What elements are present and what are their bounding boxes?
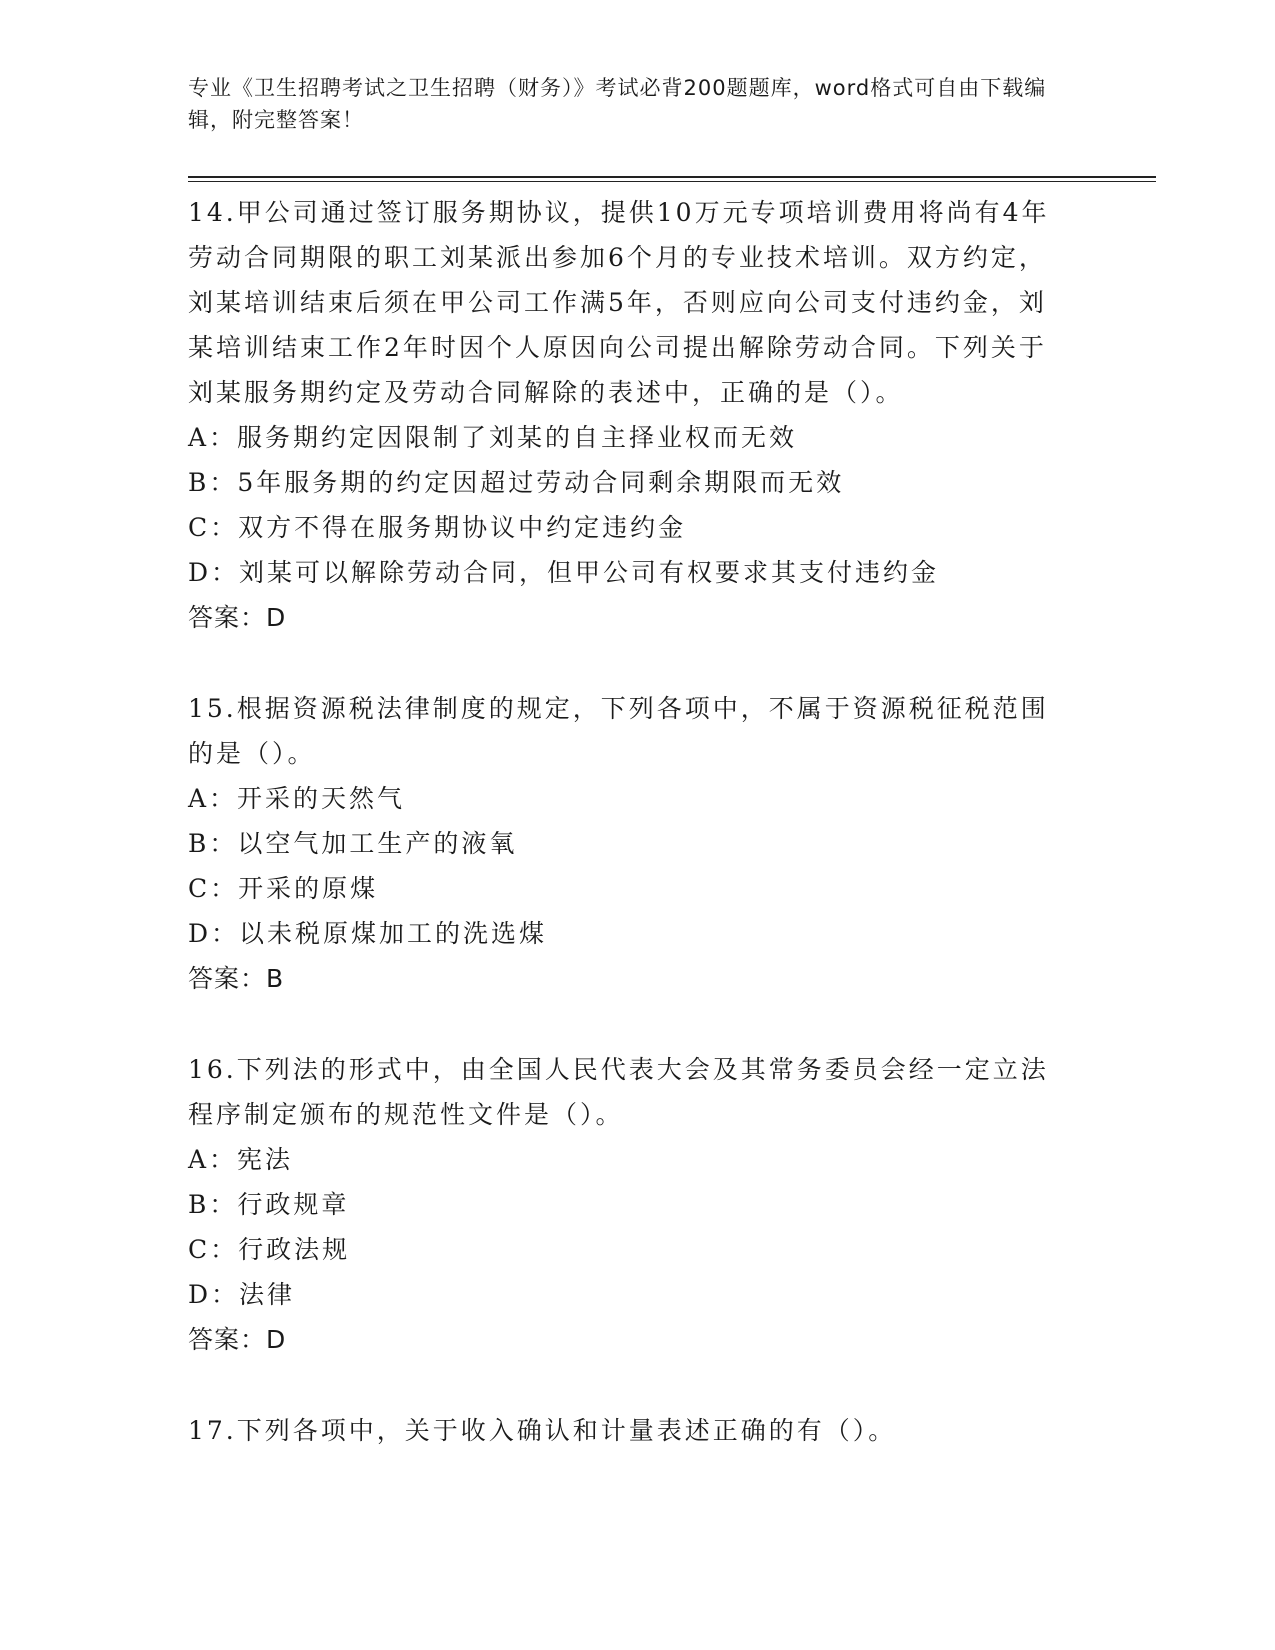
- header-divider-thin: [188, 181, 1156, 182]
- option-d: D：法律: [188, 1280, 296, 1309]
- header-divider-thick: [188, 176, 1156, 178]
- document-header: 专业《卫生招聘考试之卫生招聘（财务）》考试必背200题题库，word格式可自由下载编辑，附完整答案！: [188, 76, 1047, 132]
- question-16: [188, 1047, 1068, 1362]
- answer: 答案：D: [188, 1325, 287, 1354]
- option-b: B：5年服务期的约定因超过劳动合同剩余期限而无效: [188, 468, 845, 497]
- option-d: D：以未税原煤加工的洗选煤: [188, 919, 548, 948]
- question-14: [188, 190, 1068, 640]
- option-c: C：双方不得在服务期协议中约定违约金: [188, 513, 687, 542]
- option-a: A：服务期约定因限制了刘某的自主择业权而无效: [188, 423, 798, 452]
- option-c: C：行政法规: [188, 1235, 351, 1264]
- option-b: B：行政规章: [188, 1190, 350, 1219]
- option-b: B：以空气加工生产的液氧: [188, 829, 518, 858]
- question-stem: 16.下列法的形式中，由全国人民代表大会及其常务委员会经一定立法程序制定颁布的规范性文件是（）。: [188, 1055, 1049, 1129]
- question-17: [188, 1408, 1068, 1453]
- answer: 答案：B: [188, 964, 285, 993]
- question-15: [188, 686, 1068, 1001]
- option-a: A：宪法: [188, 1145, 294, 1174]
- question-stem: 15.根据资源税法律制度的规定，下列各项中，不属于资源税征税范围的是（）。: [188, 694, 1049, 768]
- answer: 答案：D: [188, 603, 287, 632]
- option-d: D：刘某可以解除劳动合同，但甲公司有权要求其支付违约金: [188, 558, 940, 587]
- question-stem: 17.下列各项中，关于收入确认和计量表述正确的有（）。: [188, 1416, 897, 1445]
- question-stem: 14.甲公司通过签订服务期协议，提供10万元专项培训费用将尚有4年劳动合同期限的职工刘某派出参加6个月的专业技术培训。双方约定，刘某培训结束后须在甲公司工作满5年，否则应向公司支付违约金，刘某培训结束工作2年时因个人原因向公司提出解除劳动合同。下列关于刘某服务期约定及劳动合同解除的表述中，正确的是（）。: [188, 198, 1050, 407]
- question-list: [188, 190, 1068, 1499]
- option-c: C：开采的原煤: [188, 874, 379, 903]
- option-a: A：开采的天然气: [188, 784, 406, 813]
